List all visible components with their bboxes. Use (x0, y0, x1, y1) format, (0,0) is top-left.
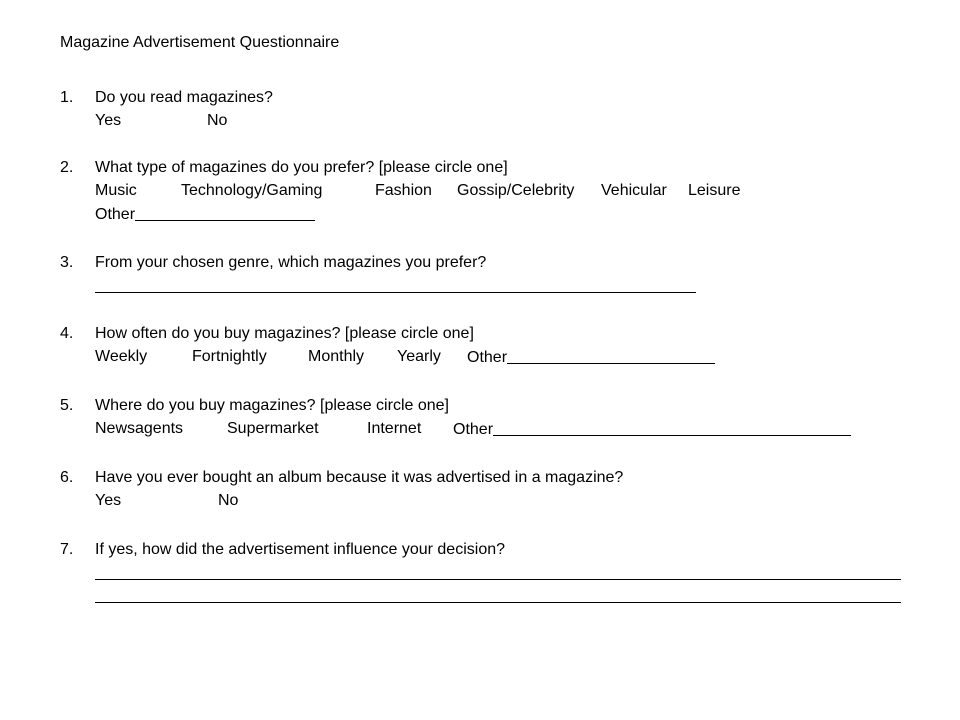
answer-line[interactable] (95, 602, 901, 603)
other-label: Other (467, 349, 508, 366)
option-music[interactable]: Music (95, 182, 137, 199)
other-input-line[interactable] (493, 419, 851, 436)
option-supermarket[interactable]: Supermarket (227, 420, 319, 437)
question-1 (60, 86, 920, 132)
question-number: 5. (60, 397, 74, 414)
other-input-line[interactable] (135, 204, 315, 221)
question-7 (60, 538, 920, 561)
question-text: How often do you buy magazines? [please circle one] (95, 325, 474, 342)
option-internet[interactable]: Internet (367, 420, 422, 437)
option-weekly[interactable]: Weekly (95, 348, 148, 365)
question-2 (60, 156, 920, 225)
other-label: Other (453, 421, 494, 438)
option-technology-gaming[interactable]: Technology/Gaming (181, 182, 323, 199)
option-fashion[interactable]: Fashion (375, 182, 432, 199)
question-text: Do you read magazines? (95, 89, 273, 106)
option-vehicular[interactable]: Vehicular (601, 182, 667, 199)
option-gossip-celebrity[interactable]: Gossip/Celebrity (457, 182, 575, 199)
option-yes[interactable]: Yes (95, 112, 122, 129)
option-leisure[interactable]: Leisure (688, 182, 741, 199)
option-other (95, 202, 315, 226)
question-number: 2. (60, 159, 74, 176)
option-newsagents[interactable]: Newsagents (95, 420, 184, 437)
page-title: Magazine Advertisement Questionnaire (60, 34, 340, 51)
option-monthly[interactable]: Monthly (308, 348, 365, 365)
option-other (453, 417, 851, 441)
question-5 (60, 394, 920, 440)
option-no[interactable]: No (218, 492, 239, 509)
question-4 (60, 322, 920, 368)
question-6 (60, 466, 920, 512)
question-number: 1. (60, 89, 74, 106)
question-3 (60, 251, 920, 274)
question-text: What type of magazines do you prefer? [please circle one] (95, 159, 508, 176)
question-number: 3. (60, 254, 74, 271)
option-yes[interactable]: Yes (95, 492, 122, 509)
question-text: Where do you buy magazines? [please circle one] (95, 397, 449, 414)
question-text: If yes, how did the advertisement influence your decision? (95, 541, 506, 558)
question-number: 6. (60, 469, 74, 486)
other-input-line[interactable] (507, 347, 715, 364)
question-text: Have you ever bought an album because it was advertised in a magazine? (95, 469, 624, 486)
answer-line[interactable] (95, 292, 696, 293)
option-yearly[interactable]: Yearly (397, 348, 441, 365)
other-label: Other (95, 206, 136, 223)
option-fortnightly[interactable]: Fortnightly (192, 348, 267, 365)
question-number: 4. (60, 325, 74, 342)
option-no[interactable]: No (207, 112, 228, 129)
question-number: 7. (60, 541, 74, 558)
answer-line[interactable] (95, 579, 901, 580)
question-text: From your chosen genre, which magazines you prefer? (95, 254, 487, 271)
option-other (467, 345, 715, 369)
